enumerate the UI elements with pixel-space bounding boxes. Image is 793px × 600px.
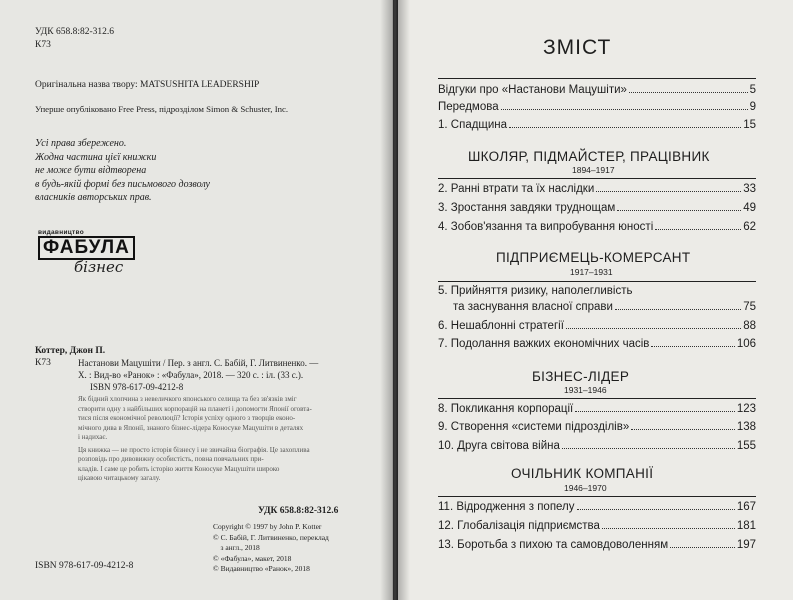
annotation-line: Як бідний хлопчина з невеличкого японського селища та без зв'язків зміг <box>78 395 297 403</box>
isbn: ISBN 978-617-09-4212-8 <box>35 561 134 571</box>
toc-label: та заснування власної справи <box>453 301 613 313</box>
toc-entry[interactable] <box>438 283 756 315</box>
toc-label: 2. Ранні втрати та їх наслідки <box>438 183 595 195</box>
section-years: 1931–1946 <box>564 385 607 395</box>
toc-page: 106 <box>736 338 756 350</box>
imprint-page <box>0 0 393 600</box>
toc-entry[interactable] <box>438 401 756 417</box>
toc-label: 8. Покликання корпорації <box>438 403 574 415</box>
publisher-logo <box>38 229 135 276</box>
annotation-line: цікавою читацькому загалу. <box>78 474 161 482</box>
rights-line: Усі права збережено. <box>35 138 127 149</box>
divider <box>438 281 756 282</box>
section-heading: ШКОЛЯР, ПІДМАЙСТЕР, ПРАЦІВНИК <box>468 149 710 164</box>
toc-entry[interactable] <box>438 181 756 197</box>
toc-entry[interactable] <box>438 200 756 216</box>
divider <box>438 496 756 497</box>
udk-bottom: УДК 658.8:82-312.6 <box>258 506 339 516</box>
toc-entry[interactable] <box>438 518 756 534</box>
section-years: 1917–1931 <box>570 267 613 277</box>
udk-line: УДК 658.8:82-312.6 <box>35 27 115 37</box>
section-years: 1946–1970 <box>564 483 607 493</box>
toc-label: 7. Подолання важких економічних часів <box>438 338 650 350</box>
toc-label: 5. Прийняття ризику, наполегливість <box>438 285 633 297</box>
udk-code: К73 <box>35 40 51 50</box>
copyright-line: © С. Бабій, Г. Литвиненко, переклад <box>213 532 329 542</box>
toc-entry[interactable] <box>438 82 756 98</box>
catalog-isbn: ISBN 978-617-09-4212-8 <box>90 382 184 392</box>
annotation-line: Ця книжка — не просто історія бізнесу і не звичайна біографія. Це захоплива <box>78 445 310 454</box>
toc-label: 1. Спадщина <box>438 119 508 131</box>
copyright-line: Copyright © 1997 by John P. Kotter <box>213 522 322 531</box>
catalog-line: Х. : Вид-во «Ранок» : «Фабула», 2018. — 320 с. : іл. (33 с.). <box>78 370 304 380</box>
annotation-line: створити одну з найбільших корпорацій на планеті і допомогти Японії оговта- <box>78 404 312 413</box>
copyright-line: з англ., 2018 <box>213 543 260 552</box>
toc-label: 3. Зростання завдяки труднощам <box>438 202 616 214</box>
logo-brand: ФАБУЛА <box>38 236 135 260</box>
toc-label: 9. Створення «системи підрозділів» <box>438 421 630 433</box>
copyright-line: © Видавництво «Ранок», 2018 <box>213 564 310 573</box>
toc-label: 6. Нешаблонні стратегії <box>438 320 564 332</box>
toc-label: Відгуки про «Настанови Мацушіти» <box>438 84 627 96</box>
rights-line: власників авторських прав. <box>35 192 152 203</box>
rights-line: Жодна частина цієї книжки <box>35 151 157 163</box>
toc-page: 75 <box>743 301 756 313</box>
toc-label: 4. Зобов'язання та випробування юності <box>438 221 654 233</box>
toc-label: 12. Глобалізація підприємства <box>438 520 600 532</box>
divider <box>438 178 756 179</box>
toc-page: 33 <box>743 183 756 195</box>
book-gutter <box>380 0 410 600</box>
toc-entry[interactable] <box>438 438 756 454</box>
toc-entry[interactable] <box>438 318 756 334</box>
section-heading: БІЗНЕС-ЛІДЕР <box>532 369 630 384</box>
toc-page: 49 <box>743 202 756 214</box>
toc-entry[interactable] <box>438 419 756 435</box>
toc-page: 155 <box>736 440 756 452</box>
toc-page: 197 <box>736 539 756 551</box>
toc-entry[interactable] <box>438 499 756 515</box>
first-published: Уперше опубліковано Free Press, підрозділом Simon & Schuster, Inc. <box>35 104 289 114</box>
annotation-line: мічного дива в Японії, знаного бізнес-лідера Коносуке Мацушіти в деталях <box>78 423 304 432</box>
toc-page: 123 <box>736 403 756 415</box>
annotation-line: кладів. І саме це робить історію життя Коносуке Мацушіти широко <box>78 464 280 473</box>
toc-entry[interactable] <box>438 336 756 352</box>
toc-entry[interactable] <box>438 219 756 235</box>
contents-page <box>398 0 793 600</box>
annotation <box>78 395 370 484</box>
toc-page: 15 <box>743 119 756 131</box>
rights-block <box>35 137 210 205</box>
section-years: 1894–1917 <box>572 165 615 175</box>
copyright-line: © «Фабула», макет, 2018 <box>213 553 292 563</box>
section-heading: ОЧІЛЬНИК КОМПАНІЇ <box>511 466 654 481</box>
toc-entry[interactable] <box>438 117 756 133</box>
toc-page: 138 <box>736 421 756 433</box>
toc-label: 10. Друга світова війна <box>438 440 560 452</box>
annotation-line: розповідь про дивовижну особистість, повна повчальних при- <box>78 455 264 463</box>
toc-entry[interactable] <box>438 537 756 553</box>
annotation-line: тися після економічної революції? Історія успіху одного з творців еконо- <box>78 414 296 422</box>
divider <box>438 398 756 399</box>
toc-page: 181 <box>736 520 756 532</box>
logo-publisher-label: видавництво <box>38 229 85 236</box>
page-title: ЗМІСТ <box>543 36 612 59</box>
toc-label: Передмова <box>438 101 499 113</box>
catalog-author: Коттер, Джон П. <box>35 346 106 356</box>
copyright-block <box>213 522 329 575</box>
toc-entry[interactable] <box>438 99 756 115</box>
logo-sub: бізнес <box>74 258 124 276</box>
annotation-line: і надихає. <box>78 433 108 441</box>
section-heading: ПІДПРИЄМЕЦЬ-КОМЕРСАНТ <box>496 250 691 265</box>
original-title: Оригінальна назва твору: MATSUSHITA LEADERSHIP <box>35 80 260 90</box>
toc-page: 9 <box>749 101 756 113</box>
toc-page: 62 <box>743 221 756 233</box>
rights-line: в будь-якій формі без письмового дозволу <box>35 178 210 190</box>
toc-page: 88 <box>743 320 756 332</box>
catalog-line: Настанови Мацушіти / Пер. з англ. С. Бабій, Г. Литвиненко. — <box>78 358 319 368</box>
divider <box>438 78 756 79</box>
toc-page: 5 <box>749 84 756 96</box>
catalog-code: К73 <box>35 358 51 368</box>
toc-page: 167 <box>736 501 756 513</box>
rights-line: не може бути відтворена <box>35 165 147 176</box>
toc-label: 13. Боротьба з пихою та самовдоволенням <box>438 539 669 551</box>
toc-label: 11. Відродження з попелу <box>438 501 575 513</box>
